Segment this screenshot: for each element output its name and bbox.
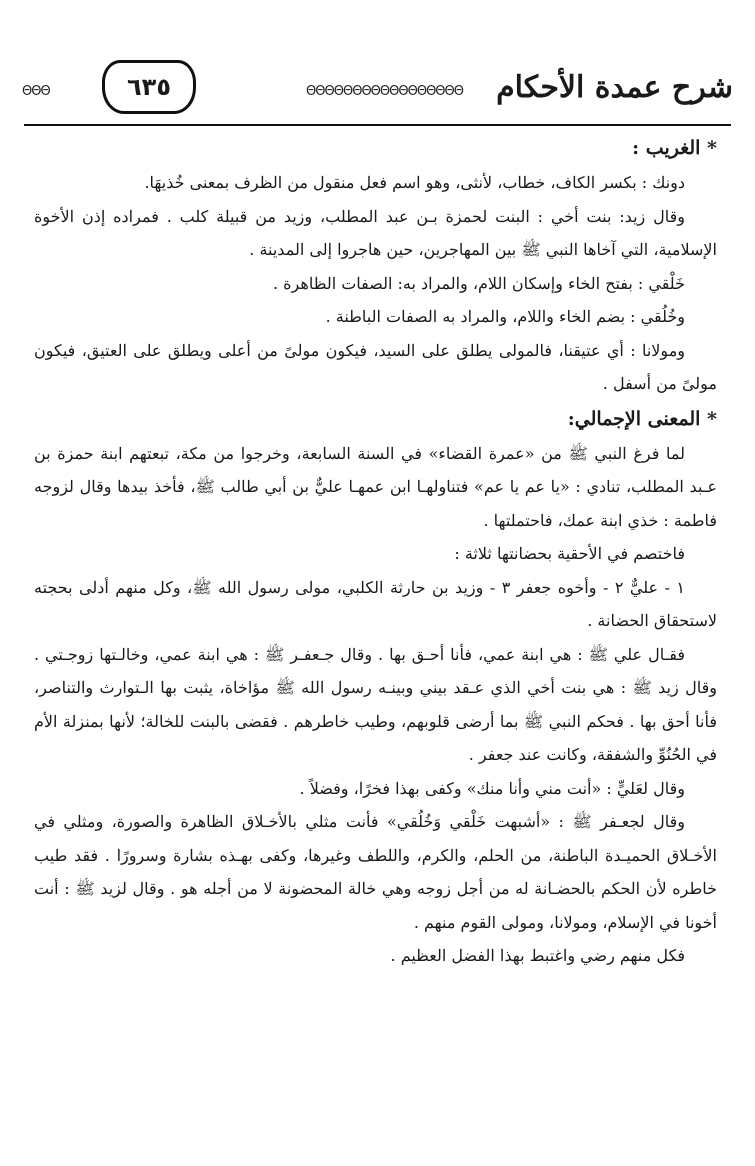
page-number: ٦٣٥ [102,60,196,114]
paragraph: وقال زيد: بنت أخي : البنت لحمزة بـن عبد المطلب، وزيد من قبيلة كلب . فمراده إذن الأخوة الإسلامية، التي آخاها النبي ﷺ بين المهاجرين، حين هاجروا إلى المدينة . [34,206,717,259]
paragraph: دونك : بكسر الكاف، خطاب، لأنثى، وهو اسم فعل منقول من الظرف بمعنى خُذيهَا. [144,173,685,192]
paragraph: ١ - عليٌّ ٢ - وأخوه جعفر ٣ - وزيد بن حارثة الكلبي، مولى رسول الله ﷺ، وكل منهم أدلى بحجته لاستحقاق الحضانة . [34,577,717,630]
page-header [22,60,733,126]
paragraph: لما فرغ النبي ﷺ من «عمرة القضاء» في السنة السابعة، وخرجوا من مكة، تبعتهم ابنة حمزة بن عـبد المطلب، تنادي : «يا عم يا عم» فتناولهـا ابن عمهـا عليٌّ بن أبي طالب ﷺ، فأخذ بيدها وقال لزوجه فاطمة : خذي ابنة عمك، فاحتملتها . [34,443,718,530]
book-title: شرح عمدة الأحكام [496,70,733,105]
paragraph: فاختصم في الأحقية بحضانتها ثلاثة : [454,544,685,563]
header-divider [24,124,731,126]
paragraph: فقـال علي ﷺ : هي ابنة عمي، فأنا أحـق بها . وقال جـعفـر ﷺ : هي ابنة عمي، وخالـتها زوجـتي . وقال زيد ﷺ : هي بنت أخي الذي عـقد بيني وبينـه رسول الله ﷺ مؤاخاة، يثبت بها الـتوارث والتناصر، فأنا أحق بها . فحكم النبي ﷺ بما أرضى قلوبهم، وطيب خاطرهم . فقضى بالبنت للخالة؛ لأنها بمنزلة الأم في الحُنُوِّ والشفقة، وكانت عند جعفر . [34,644,718,764]
paragraph: فكل منهم رضي واغتبط بهذا الفضل العظيم . [390,946,685,965]
paragraph: ومولانا : أي عتيقنا، فالمولى يطلق على السيد، فيكون مولىً من أعلى ويطلق على العتيق، فيكون مولىً من أسفل . [34,340,717,393]
paragraph: خَلْقي : بفتح الخاء وإسكان اللام، والمراد به: الصفات الظاهرة . [273,273,685,293]
page-body [34,130,717,973]
paragraph: وقال لجعـفر ﷺ : «أشبهت خَلْقي وَخُلُقي» فأنت مثلي بالأخـلاق الظاهرة والصورة، ومثلي في الأخـلاق الحميـدة الباطنة، من الحلم، والكرم، واللطف وغيرها، وكفى بهـذه بشارة وسرورًا . فقد طيب خاطره لأن الحكم بالحضـانة له من أجل زوجه وهي خالة المحضونة لا من أجله هو . وقال لزيد ﷺ : أنت أخونا في الإسلام، ومولانا، ومولى القوم منهم . [34,812,717,932]
decorative-ornament-icon: ΘΘΘΘΘΘΘΘΘΘΘΘΘΘΘΘΘ [306,84,463,99]
section-heading-gharib: * الغريب : [632,137,717,159]
paragraph: وخُلُقي : بضم الخاء واللام، والمراد به الصفات الباطنة . [325,307,685,326]
paragraph: وقال لعَليٍّ : «أنت مني وأنا منك» وكفى بهذا فخرًا، وفضلاً . [299,778,685,798]
section-heading-ijmali: * المعنى الإجمالي: [567,407,717,430]
decorative-ornament-icon: ΘΘΘ [22,84,50,99]
